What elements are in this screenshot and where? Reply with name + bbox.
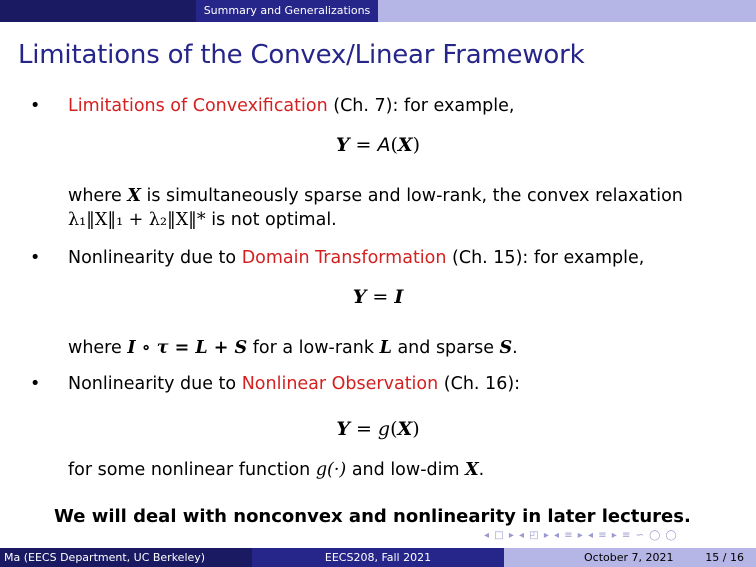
beamer-navigation-icons[interactable]: ◂ □ ▸ ◂ ◰ ▸ ◂ ≡ ▸ ◂ ≡ ▸ ≡ ∽ ◯ ◯: [484, 530, 678, 541]
bullet-1-explanation: where X is simultaneously sparse and low-rank, the convex relaxation: [68, 186, 683, 206]
bullet-marker: •: [30, 374, 41, 394]
header-section-title[interactable]: Summary and Generalizations: [196, 0, 378, 22]
equation-1: Y = A(X): [335, 134, 421, 156]
footer-bar: [0, 548, 756, 567]
bullet-2-text: Nonlinearity due to Domain Transformation (Ch. 15): for example,: [68, 248, 645, 268]
bullet-2-highlight: Domain Transformation: [241, 248, 447, 268]
equation-2: Y = I: [352, 286, 404, 308]
bullet-1-text: [68, 96, 514, 116]
bullet-1-explanation-2: λ₁‖X‖₁ + λ₂‖X‖* is not optimal.: [68, 210, 337, 230]
footer-date: October 7, 2021: [584, 551, 674, 564]
conclusion-text: We will deal with nonconvex and nonlinearity in later lectures.: [54, 506, 691, 527]
bullet-2-explanation: where I ∘ τ = L + S for a low-rank L and sparse S.: [68, 338, 518, 358]
slide-title: Limitations of the Convex/Linear Framework: [18, 40, 585, 70]
footer-course: EECS208, Fall 2021: [252, 548, 504, 567]
bullet-3-highlight: Nonlinear Observation: [241, 374, 439, 394]
bullet-3-explanation: for some nonlinear function g(·) and low-dim X.: [68, 460, 485, 480]
footer-author: Ma (EECS Department, UC Berkeley): [0, 548, 252, 567]
bullet-1-highlight: Limitations of Convexification: [68, 96, 328, 116]
bullet-marker: •: [30, 96, 41, 116]
bullet-1-rest: (Ch. 7): for example,: [327, 96, 515, 116]
equation-3: Y = g(X): [336, 418, 420, 440]
bullet-marker: •: [30, 248, 41, 268]
footer-page-number: 15 / 16: [705, 551, 744, 564]
bullet-3-text: Nonlinearity due to Nonlinear Observation (Ch. 16):: [68, 374, 521, 394]
footer-right: [504, 548, 756, 567]
